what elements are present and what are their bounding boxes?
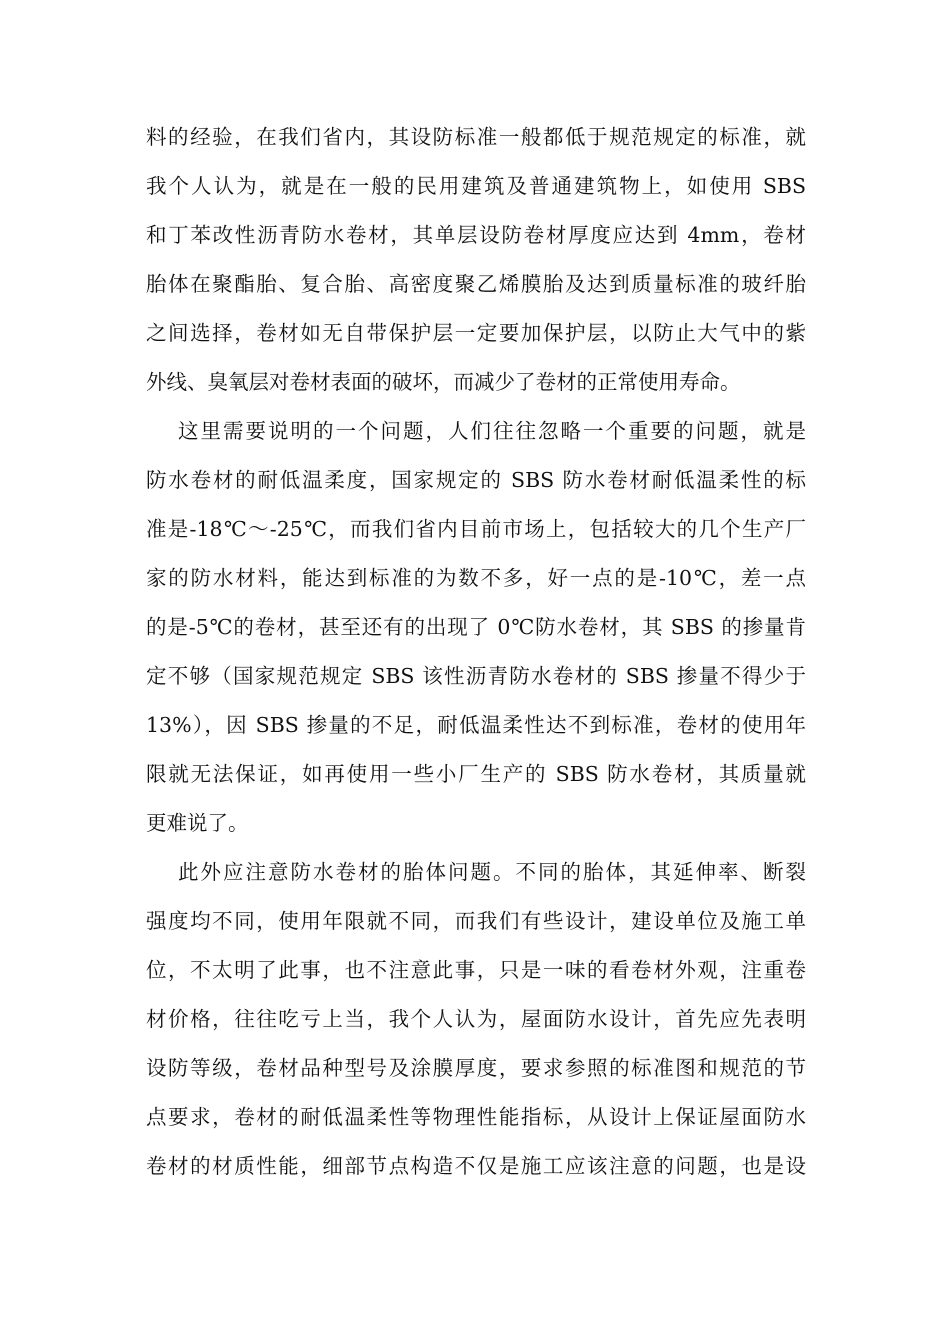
text-line: 设防等级，卷材品种型号及涂膜厚度，要求参照的标准图和规范的节 xyxy=(146,1056,806,1080)
text-line: 卷材的材质性能，细部节点构造不仅是施工应该注意的问题，也是设 xyxy=(146,1154,806,1178)
text-line: 料的经验，在我们省内，其设防标准一般都低于规范规定的标准，就 xyxy=(146,125,806,149)
text-line: 准是-18℃～-25℃，而我们省内目前市场上，包括较大的几个生产厂 xyxy=(146,517,806,541)
text-line: 更难说了。 xyxy=(146,811,249,835)
text-line: 之间选择，卷材如无自带保护层一定要加保护层，以防止大气中的紫 xyxy=(146,321,806,345)
text-line: 和丁苯改性沥青防水卷材，其单层设防卷材厚度应达到 4mm，卷材 xyxy=(146,223,806,247)
text-line: 强度均不同，使用年限就不同，而我们有些设计，建设单位及施工单 xyxy=(146,909,806,933)
text-line: 此外应注意防水卷材的胎体问题。不同的胎体，其延伸率、断裂 xyxy=(178,860,806,884)
text-line: 位，不太明了此事，也不注意此事，只是一味的看卷材外观，注重卷 xyxy=(146,958,806,982)
text-line: 防水卷材的耐低温柔度，国家规定的 SBS 防水卷材耐低温柔性的标 xyxy=(146,468,806,492)
paragraph xyxy=(146,848,806,1191)
text-line: 13%），因 SBS 掺量的不足，耐低温柔性达不到标准，卷材的使用年 xyxy=(146,713,806,737)
text-line: 这里需要说明的一个问题，人们往往忽略一个重要的问题，就是 xyxy=(178,419,806,443)
text-line: 我个人认为，就是在一般的民用建筑及普通建筑物上，如使用 SBS xyxy=(146,174,806,198)
text-line: 定不够（国家规范规定 SBS 该性沥青防水卷材的 SBS 掺量不得少于 xyxy=(146,664,806,688)
text-line: 点要求，卷材的耐低温柔性等物理性能指标，从设计上保证屋面防水 xyxy=(146,1105,806,1129)
paragraph xyxy=(146,113,806,407)
text-line: 的是-5℃的卷材，甚至还有的出现了 0℃防水卷材，其 SBS 的掺量肯 xyxy=(146,615,806,639)
text-line: 外线、臭氧层对卷材表面的破坏，而减少了卷材的正常使用寿命。 xyxy=(146,370,741,394)
paragraph xyxy=(146,407,806,848)
text-line: 材价格，往往吃亏上当，我个人认为，屋面防水设计，首先应先表明 xyxy=(146,1007,806,1031)
text-line: 限就无法保证，如再使用一些小厂生产的 SBS 防水卷材，其质量就 xyxy=(146,762,806,786)
text-line: 胎体在聚酯胎、复合胎、高密度聚乙烯膜胎及达到质量标准的玻纤胎 xyxy=(146,272,806,296)
text-line: 家的防水材料，能达到标准的为数不多，好一点的是-10℃，差一点 xyxy=(146,566,806,590)
document-body xyxy=(146,113,806,1191)
